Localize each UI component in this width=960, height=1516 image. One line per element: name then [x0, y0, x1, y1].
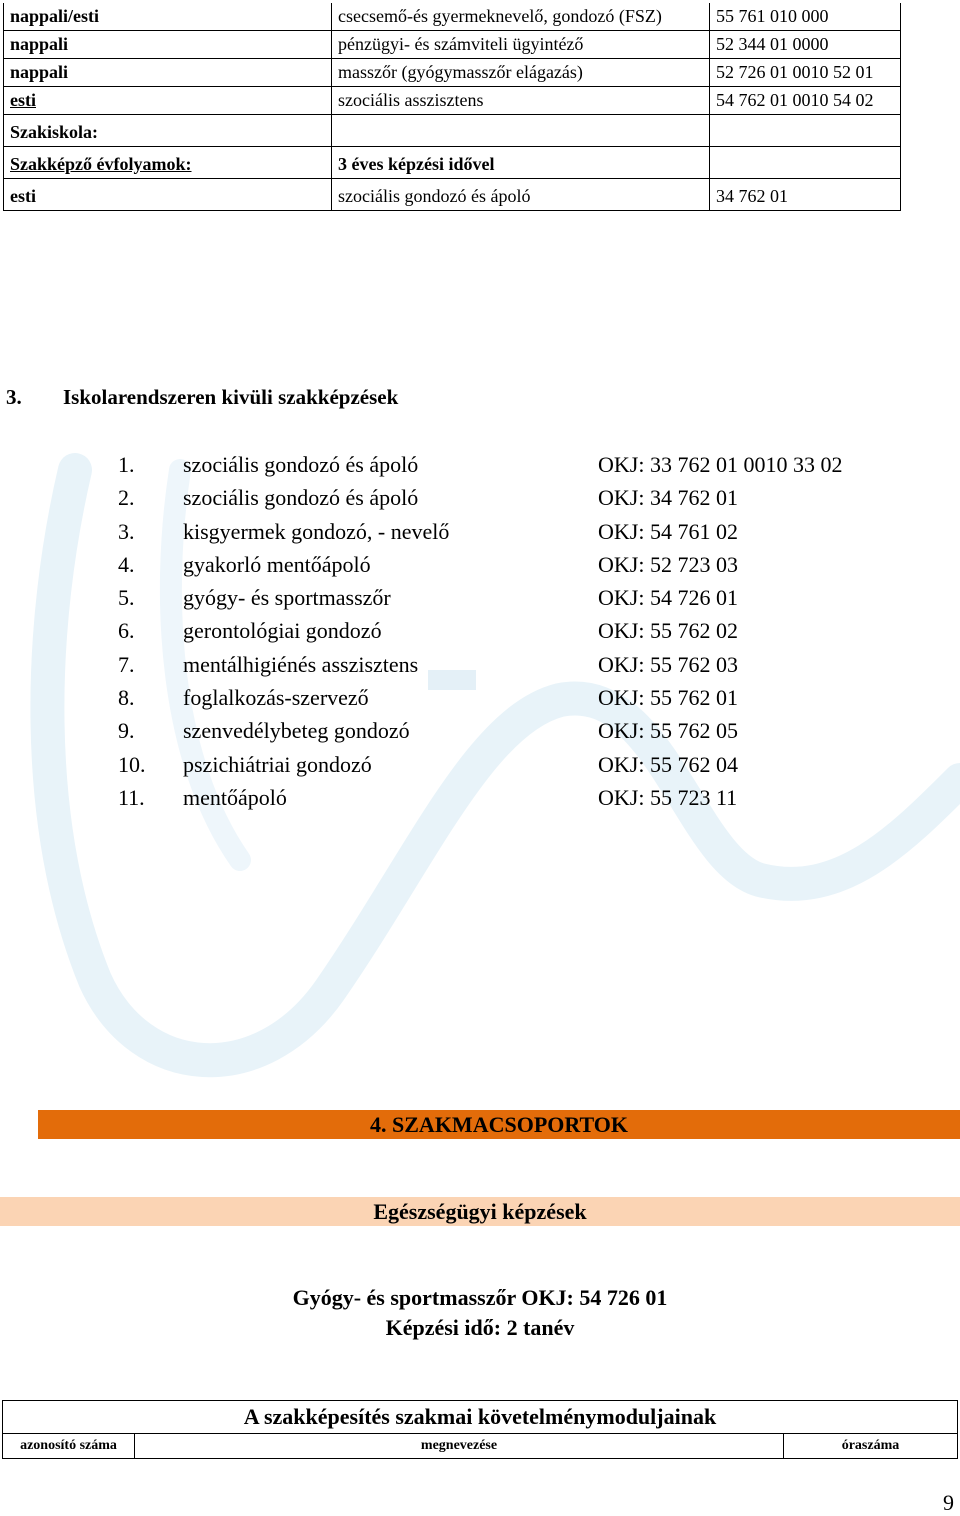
code-cell: 54 762 01 0010 54 02: [710, 87, 901, 115]
list-item: [118, 483, 842, 516]
page-number: 9: [943, 1490, 954, 1515]
column-header: óraszáma: [784, 1434, 958, 1459]
item-number: 2.: [118, 485, 135, 511]
list-item: [118, 616, 842, 649]
table-row: [4, 115, 901, 147]
program-cell: [332, 115, 710, 147]
section-title: Iskolarendszeren kivüli szakképzések: [63, 385, 399, 409]
program-cell: 3 éves képzési idővel: [332, 147, 710, 179]
item-code: OKJ: 54 761 02: [598, 518, 738, 544]
form-cell: Szakképző évfolyamok:: [4, 147, 332, 179]
item-number: 9.: [118, 718, 135, 744]
column-header: megnevezése: [135, 1434, 784, 1459]
form-cell: nappali: [4, 59, 332, 87]
item-number: 6.: [118, 618, 135, 644]
course-list: [118, 450, 842, 816]
code-cell: 52 344 01 0000: [710, 31, 901, 59]
item-code: OKJ: 33 762 01 0010 33 02: [598, 452, 843, 477]
form-cell: Szakiskola:: [4, 115, 332, 147]
course-duration: Képzési idő: 2 tanév: [385, 1315, 575, 1340]
item-name: mentőápoló: [183, 784, 287, 810]
code-cell: 34 762 01: [710, 179, 901, 211]
item-name: mentálhigiénés asszisztens: [183, 651, 419, 677]
item-code: OKJ: 55 762 04: [598, 751, 738, 777]
item-code: OKJ: 52 723 03: [598, 551, 738, 577]
form-cell: esti: [4, 87, 332, 115]
item-name: gerontológiai gondozó: [183, 618, 382, 644]
item-name: pszichiátriai gondozó: [183, 751, 372, 777]
item-number: 7.: [118, 651, 135, 677]
program-cell: masszőr (gyógymasszőr elágazás): [332, 59, 710, 87]
item-name: foglalkozás-szervező: [183, 685, 369, 711]
section-number: 3.: [6, 385, 22, 409]
list-item: [118, 450, 842, 483]
table-row: [4, 59, 901, 87]
item-number: 11.: [118, 784, 145, 810]
program-cell: csecsemő-és gyermeknevelő, gondozó (FSZ): [332, 3, 710, 31]
course-title: Gyógy- és sportmasszőr OKJ: 54 726 01: [292, 1285, 668, 1310]
item-number: 3.: [118, 518, 135, 544]
item-code: OKJ: 55 762 02: [598, 618, 738, 644]
item-number: 5.: [118, 585, 135, 611]
item-name: gyógy- és sportmasszőr: [183, 585, 391, 611]
form-cell: esti: [4, 179, 332, 211]
table-row: [4, 3, 901, 31]
list-item: [118, 683, 842, 716]
section-3-heading: [6, 385, 398, 410]
table-row: [4, 179, 901, 211]
item-name: szenvedélybeteg gondozó: [183, 718, 410, 744]
item-code: OKJ: 54 726 01: [598, 585, 738, 611]
column-header: azonosító száma: [3, 1434, 135, 1459]
item-code: OKJ: 34 762 01: [598, 485, 738, 511]
item-name: szociális gondozó és ápoló: [183, 452, 419, 477]
item-code: OKJ: 55 723 11: [598, 784, 738, 810]
program-cell: szociális gondozó és ápoló: [332, 179, 710, 211]
item-code: OKJ: 55 762 01: [598, 685, 738, 711]
item-code: OKJ: 55 762 05: [598, 718, 738, 744]
program-cell: pénzügyi- és számviteli ügyintéző: [332, 31, 710, 59]
code-cell: 52 726 01 0010 52 01: [710, 59, 901, 87]
list-item: [118, 650, 842, 683]
list-item: [118, 716, 842, 749]
list-item: [118, 783, 842, 816]
section-4-heading: 4. SZAKMACSOPORTOK: [38, 1110, 960, 1139]
list-item: [118, 517, 842, 550]
code-cell: 55 761 010 000: [710, 3, 901, 31]
program-cell: szociális asszisztens: [332, 87, 710, 115]
table-row: [4, 147, 901, 179]
list-item: [118, 750, 842, 783]
list-item: [118, 550, 842, 583]
item-code: OKJ: 55 762 03: [598, 651, 738, 677]
item-name: szociális gondozó és ápoló: [183, 485, 419, 511]
code-cell: [710, 115, 901, 147]
code-cell: [710, 147, 901, 179]
table-row: [4, 31, 901, 59]
item-number: 4.: [118, 551, 135, 577]
item-number: 10.: [118, 751, 146, 777]
table-row: [4, 87, 901, 115]
programs-table: [3, 3, 901, 211]
modules-table: [2, 1400, 958, 1459]
subsection-heading: Egészségügyi képzések: [0, 1197, 960, 1226]
form-cell: nappali/esti: [4, 3, 332, 31]
form-cell: nappali: [4, 31, 332, 59]
modules-table-header: A szakképesítés szakmai követelménymoduljainak: [3, 1401, 958, 1434]
item-name: gyakorló mentőápoló: [183, 551, 371, 577]
list-item: [118, 583, 842, 616]
item-name: kisgyermek gondozó, - nevelő: [183, 518, 450, 544]
item-number: 8.: [118, 685, 135, 711]
item-number: 1.: [118, 452, 135, 477]
